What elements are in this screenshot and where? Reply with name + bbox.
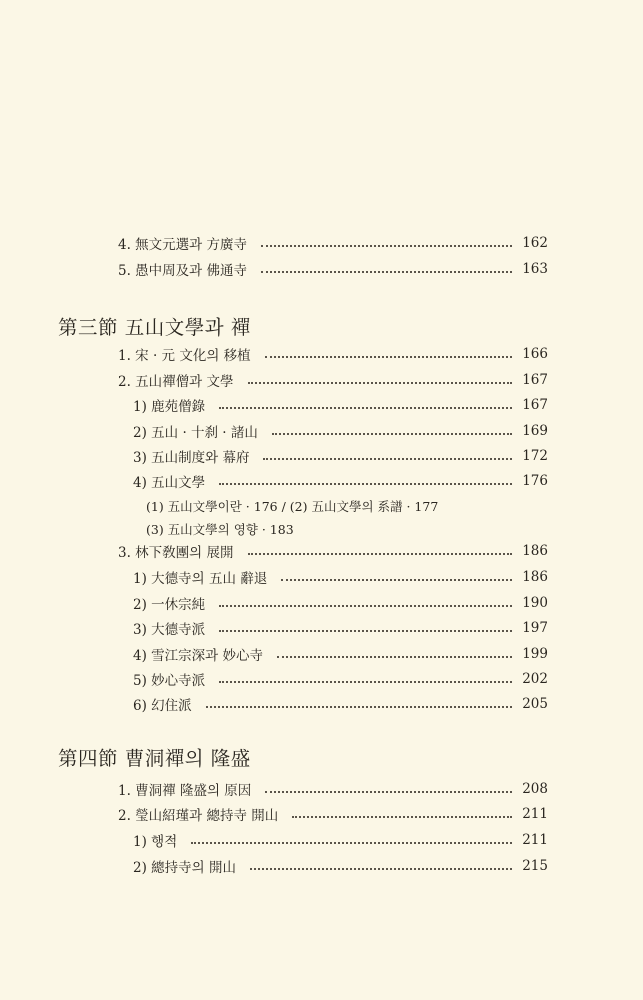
- toc-entry-label: 2. 五山禪僧과 文學: [118, 374, 234, 390]
- toc-entry-page: 211: [522, 806, 548, 822]
- toc-entry-label: 5) 妙心寺派: [133, 673, 206, 689]
- toc-entry-page: 172: [522, 448, 548, 464]
- dot-leader: [248, 551, 512, 555]
- toc-entry-label: 4) 五山文學: [133, 475, 206, 491]
- toc-entry-label: 3) 大德寺派: [133, 622, 206, 638]
- toc-entry-label: 6) 幻住派: [133, 698, 192, 714]
- toc-entry-page: 167: [522, 372, 548, 388]
- toc-entry-page: 208: [522, 781, 548, 797]
- toc-entry-page: 162: [522, 235, 548, 251]
- toc-entry-page: 186: [522, 569, 548, 585]
- toc-subentry: [133, 470, 548, 492]
- toc-entry-label: 1. 曹洞禪 隆盛의 原因: [118, 783, 252, 799]
- toc-entry-page: 205: [522, 696, 548, 712]
- dot-leader: [219, 628, 512, 632]
- toc-entry-page: 169: [522, 423, 548, 439]
- dot-leader: [281, 577, 512, 581]
- toc-entry-page: 190: [522, 595, 548, 611]
- toc-entry: [118, 343, 548, 365]
- toc-entry-page: 215: [522, 858, 548, 874]
- toc-entry-label: 3) 五山制度와 幕府: [133, 450, 250, 466]
- toc-note: (3) 五山文學의 영향 · 183: [146, 522, 294, 537]
- toc-entry-page: 211: [522, 832, 548, 848]
- toc-entry-label: 3. 林下敎團의 展開: [118, 545, 234, 561]
- dot-leader: [265, 354, 512, 358]
- toc-entry-label: 5. 愚中周及과 佛通寺: [118, 263, 248, 279]
- toc-subentry: [133, 566, 548, 588]
- dot-leader: [292, 814, 512, 818]
- toc-subentry: [133, 394, 548, 416]
- section-heading: 第四節 曹洞禪의 隆盛: [58, 747, 251, 770]
- toc-subentry: [133, 668, 548, 690]
- toc-entry-label: 2) 一休宗純: [133, 597, 206, 613]
- toc-entry-page: 199: [522, 646, 548, 662]
- dot-leader: [206, 704, 512, 708]
- toc-subentry: [133, 617, 548, 639]
- dot-leader: [261, 243, 512, 247]
- toc-entry-label: 2) 總持寺의 開山: [133, 860, 236, 876]
- dot-leader: [272, 431, 512, 435]
- toc-entry-label: 1. 宋 · 元 文化의 移植: [118, 348, 251, 364]
- toc-entry: [118, 232, 548, 254]
- toc-subentry: [133, 643, 548, 665]
- dot-leader: [250, 866, 512, 870]
- toc-entry-page: 186: [522, 543, 548, 559]
- section-heading: 第三節 五山文學과 禪: [58, 316, 251, 339]
- toc-entry: [118, 369, 548, 391]
- toc-subentry: [133, 829, 548, 851]
- dot-leader: [191, 840, 512, 844]
- toc-entry-label: 2) 五山 · 十刹 · 諸山: [133, 425, 258, 441]
- toc-entry-page: 202: [522, 671, 548, 687]
- dot-leader: [219, 603, 512, 607]
- toc-entry-page: 167: [522, 397, 548, 413]
- toc-entry: [118, 778, 548, 800]
- dot-leader: [248, 380, 512, 384]
- toc-note: (1) 五山文學이란 · 176 / (2) 五山文學의 系譜 · 177: [146, 499, 439, 514]
- toc-subentry: [133, 420, 548, 442]
- toc-subentry: [133, 693, 548, 715]
- toc-subentry: [133, 855, 548, 877]
- toc-entry-label: 4. 無文元選과 方廣寺: [118, 237, 248, 253]
- dot-leader: [219, 481, 512, 485]
- toc-entry-page: 163: [522, 261, 548, 277]
- toc-subentry: [133, 445, 548, 467]
- toc-entry: [118, 540, 548, 562]
- toc-entry: [118, 803, 548, 825]
- dot-leader: [277, 654, 512, 658]
- dot-leader: [219, 679, 512, 683]
- toc-entry-page: 197: [522, 620, 548, 636]
- dot-leader: [263, 456, 512, 460]
- dot-leader: [261, 269, 512, 273]
- toc-entry-page: 166: [522, 346, 548, 362]
- toc-entry-label: 4) 雪江宗深과 妙心寺: [133, 648, 263, 664]
- toc-entry-page: 176: [522, 473, 548, 489]
- dot-leader: [219, 405, 512, 409]
- toc-entry-label: 1) 大德寺의 五山 辭退: [133, 571, 268, 587]
- toc-entry-label: 1) 행적: [133, 834, 178, 850]
- toc-entry-label: 2. 瑩山紹瑾과 總持寺 開山: [118, 808, 279, 824]
- dot-leader: [265, 789, 512, 793]
- toc-subentry: [133, 592, 548, 614]
- toc-entry: [118, 258, 548, 280]
- toc-entry-label: 1) 鹿苑僧錄: [133, 399, 206, 415]
